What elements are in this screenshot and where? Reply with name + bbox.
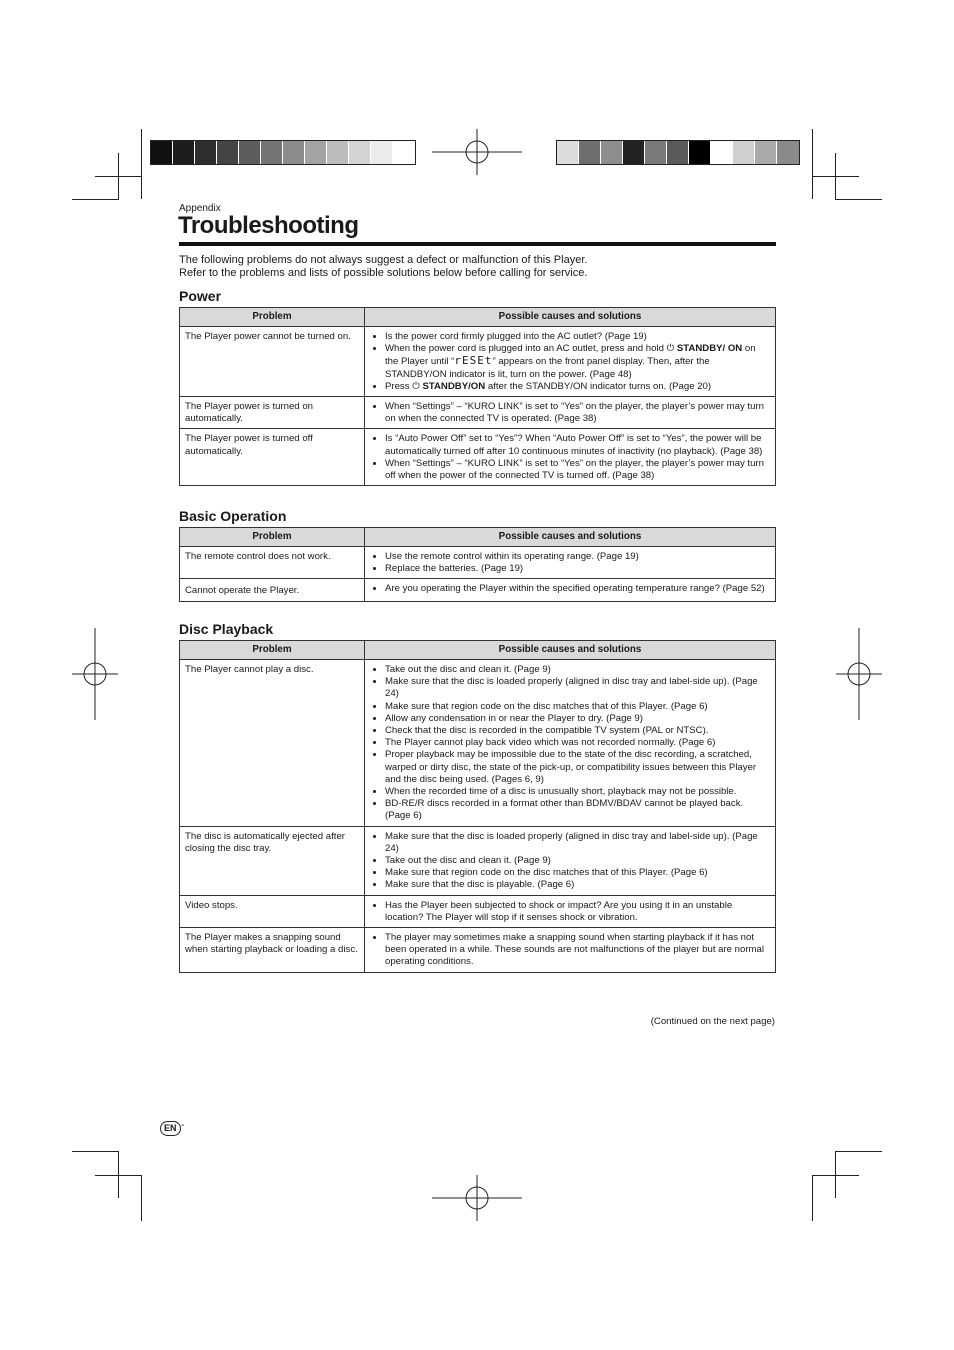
color-swatch xyxy=(601,141,623,164)
solutions-cell xyxy=(365,579,776,601)
table-row xyxy=(180,397,776,429)
solution-item: • Is “Auto Power Off” set to “Yes”? When “Auto Power Off” is set to “Yes”, the power will be automatically turned off after 10 continuous minutes of inactivity (no playback). (Page 38) xyxy=(385,433,770,457)
grayscale-swatch-bar-left xyxy=(150,140,416,165)
column-header-solutions: Possible causes and solutions xyxy=(365,641,776,660)
color-swatch xyxy=(371,141,393,164)
power-table xyxy=(179,307,776,486)
problem-cell: The disc is automatically ejected after closing the disc tray. xyxy=(180,826,365,895)
crop-mark xyxy=(72,1151,119,1152)
table-header-row xyxy=(180,528,776,547)
basic-operation-heading: Basic Operation xyxy=(179,508,287,524)
solution-item: • The player may sometimes make a snapping sound when starting playback if it has not been operated in a while. These sounds are not malfunctions of the player but are normal operating conditions. xyxy=(385,932,770,969)
color-swatch xyxy=(283,141,305,164)
color-swatch xyxy=(755,141,777,164)
solution-text: on the Player until “ xyxy=(385,343,756,368)
solution-item: • Use the remote control within its operating range. (Page 19) xyxy=(385,551,770,563)
solution-item: • When “Settings” – “KURO LINK” is set to “Yes” on the player, the player’s power may turn on when the connected TV is operated. (Page 38) xyxy=(385,401,770,425)
color-swatch xyxy=(151,141,173,164)
solution-item: • When the recorded time of a disc is unusually short, playback may not be possible. xyxy=(385,786,770,798)
solution-item: • Check that the disc is recorded in the compatible TV system (PAL or NTSC). xyxy=(385,725,770,737)
registration-crosshair-top xyxy=(432,129,522,175)
crop-mark xyxy=(812,1175,813,1221)
solution-item: • Take out the disc and clean it. (Page 9) xyxy=(385,664,770,676)
continued-note: (Continued on the next page) xyxy=(650,1016,775,1027)
problem-cell: Cannot operate the Player. xyxy=(180,579,365,601)
intro-line: Refer to the problems and lists of possible solutions below before calling for service. xyxy=(179,267,588,279)
table-row xyxy=(180,579,776,601)
language-badge: EN xyxy=(160,1121,181,1136)
problem-cell: The Player cannot play a disc. xyxy=(180,660,365,827)
solutions-cell xyxy=(365,429,776,486)
solution-item: • Make sure that the disc is playable. (Page 6) xyxy=(385,879,770,891)
solution-item: • Make sure that region code on the disc matches that of this Player. (Page 6) xyxy=(385,867,770,879)
color-swatch xyxy=(217,141,239,164)
title-rule xyxy=(179,242,776,246)
solution-item: • Is the power cord firmly plugged into the AC outlet? (Page 19) xyxy=(385,331,770,343)
solution-item: • Replace the batteries. (Page 19) xyxy=(385,563,770,575)
solutions-cell xyxy=(365,327,776,397)
crop-mark xyxy=(141,1175,142,1221)
color-swatch xyxy=(579,141,601,164)
color-swatch xyxy=(327,141,349,164)
solution-item: • Are you operating the Player within the specified operating temperature range? (Page 52) xyxy=(385,583,770,595)
solution-item xyxy=(385,381,770,393)
column-header-solutions: Possible causes and solutions xyxy=(365,528,776,547)
color-swatch xyxy=(689,141,711,164)
color-swatch xyxy=(195,141,217,164)
solution-item: • When “Settings” – “KURO LINK” is set to “Yes” on the player, the player’s power may turn off when the power of the connected TV is turned off. (Page 38) xyxy=(385,458,770,482)
column-header-problem: Problem xyxy=(180,528,365,547)
solution-item: • Allow any condensation in or near the Player to dry. (Page 9) xyxy=(385,713,770,725)
solution-item: • Proper playback may be impossible due to the state of the disc recording, a scratched, warped or dirty disc, the state of the pick-up, or compatibility issues between this Player and the disc being used. (Pages 6, 9) xyxy=(385,749,770,786)
color-swatch xyxy=(393,141,415,164)
crop-mark xyxy=(835,1151,882,1152)
page-title: Troubleshooting xyxy=(178,212,359,239)
problem-cell: The Player power is turned on automatically. xyxy=(180,397,365,429)
column-header-solutions: Possible causes and solutions xyxy=(365,308,776,327)
reset-display-text: rESEt xyxy=(454,354,493,368)
problem-cell: The Player power is turned off automatically. xyxy=(180,429,365,486)
problem-cell: The Player makes a snapping sound when starting playback or loading a disc. xyxy=(180,928,365,973)
crop-mark xyxy=(813,176,859,177)
table-header-row xyxy=(180,641,776,660)
color-swatch xyxy=(777,141,799,164)
standby-on-label: STANDBY/ ON xyxy=(676,343,743,355)
table-row xyxy=(180,928,776,973)
basic-operation-table xyxy=(179,527,776,602)
solution-text: ” appears on the front panel display. Then, after the STANDBY/ON indicator is lit, turn on the power. (Page 48) xyxy=(385,356,710,380)
solution-item: • Make sure that the disc is loaded properly (aligned in disc tray and label-side up). (Page 24) xyxy=(385,831,770,855)
column-header-problem: Problem xyxy=(180,641,365,660)
solution-item xyxy=(385,343,770,381)
crop-mark xyxy=(95,176,141,177)
crop-mark xyxy=(812,129,813,199)
table-row xyxy=(180,660,776,827)
solution-text: Press ⏻ xyxy=(385,380,423,392)
solutions-cell xyxy=(365,928,776,973)
table-row xyxy=(180,547,776,579)
solution-item: • BD-RE/R discs recorded in a format other than BDMV/BDAV cannot be played back. (Page 6) xyxy=(385,798,770,822)
section-label: Appendix xyxy=(179,203,221,214)
solution-item: • Take out the disc and clean it. (Page 9) xyxy=(385,855,770,867)
crop-mark xyxy=(813,1175,859,1176)
intro-line: The following problems do not always suggest a defect or malfunction of this Player. xyxy=(179,254,588,266)
registration-crosshair-bottom xyxy=(432,1175,522,1221)
color-swatch xyxy=(261,141,283,164)
solutions-cell xyxy=(365,660,776,827)
table-header-row xyxy=(180,308,776,327)
color-swatch xyxy=(305,141,327,164)
registration-crosshair-left xyxy=(72,628,118,720)
problem-cell: Video stops. xyxy=(180,895,365,927)
solution-item: • Make sure that the disc is loaded properly (aligned in disc tray and label-side up). (Page 24) xyxy=(385,676,770,700)
column-header-problem: Problem xyxy=(180,308,365,327)
table-row xyxy=(180,327,776,397)
table-row xyxy=(180,895,776,927)
standby-on-label: STANDBY/ON xyxy=(422,380,486,392)
solution-item: • Make sure that region code on the disc matches that of this Player. (Page 6) xyxy=(385,701,770,713)
problem-cell: The remote control does not work. xyxy=(180,547,365,579)
disc-playback-table xyxy=(179,640,776,973)
intro-text xyxy=(179,254,779,280)
solutions-cell xyxy=(365,547,776,579)
color-swatch xyxy=(349,141,371,164)
color-swatch xyxy=(623,141,645,164)
solution-text: after the STANDBY/ON indicator turns on. (Page 20) xyxy=(485,380,712,392)
table-row xyxy=(180,826,776,895)
color-swatch xyxy=(733,141,755,164)
color-swatch xyxy=(645,141,667,164)
solution-item: • Has the Player been subjected to shock or impact? Are you using it in an unstable location? The Player will stop if it senses shock or vibration. xyxy=(385,900,770,924)
crop-mark xyxy=(72,199,119,200)
solutions-cell xyxy=(365,826,776,895)
color-swatch xyxy=(667,141,689,164)
solutions-cell xyxy=(365,397,776,429)
page-number-separator: - xyxy=(181,1120,185,1131)
color-swatch xyxy=(557,141,579,164)
crop-mark xyxy=(95,1175,141,1176)
color-swatch xyxy=(173,141,195,164)
crop-mark xyxy=(141,129,142,199)
color-swatch xyxy=(239,141,261,164)
solution-item: • The Player cannot play back video which was not recorded normally. (Page 6) xyxy=(385,737,770,749)
grayscale-swatch-bar-right xyxy=(556,140,800,165)
power-heading: Power xyxy=(179,288,222,304)
registration-crosshair-right xyxy=(836,628,882,720)
crop-mark xyxy=(835,199,882,200)
solutions-cell xyxy=(365,895,776,927)
table-row xyxy=(180,429,776,486)
solution-text: When the power cord is plugged into an AC outlet, press and hold ⏻ xyxy=(385,343,677,355)
problem-cell: The Player power cannot be turned on. xyxy=(180,327,365,397)
disc-playback-heading: Disc Playback xyxy=(179,621,274,637)
color-swatch xyxy=(711,141,733,164)
